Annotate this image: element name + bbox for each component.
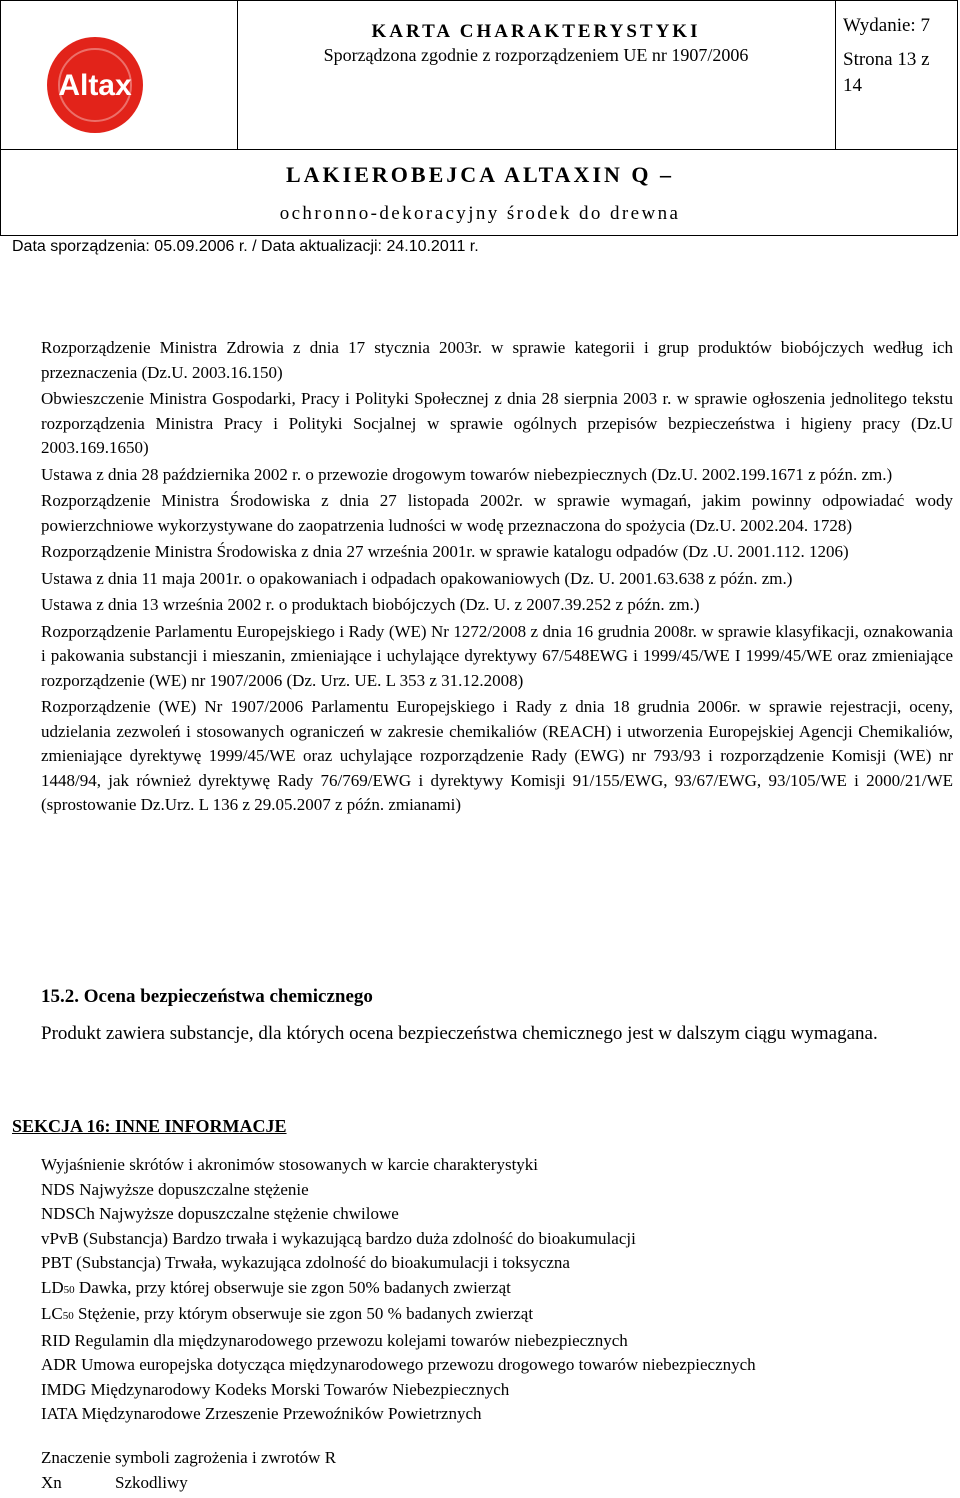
ld50-prefix: LD (41, 1277, 64, 1297)
symbol-text: Szkodliwy (115, 1472, 188, 1492)
header-divider (835, 1, 836, 149)
abbreviation-item: ADR Umowa europejska dotycząca międzynarodowego przewozu drogowego towarów niebezpiecznych (41, 1355, 756, 1374)
abbreviations-list (41, 1153, 953, 1427)
regulation-item: Ustawa z dnia 11 maja 2001r. o opakowaniach i odpadach opakowaniowych (Dz. U. 2001.63.638 z późn. zm.) (41, 568, 793, 588)
regulations-list (41, 336, 953, 820)
altax-logo (41, 35, 149, 135)
product-description: ochronno-dekoracyjny środek do drewna (279, 203, 681, 224)
lc50-text: Stężenie, przy którym obserwuje sie zgon 50 % badanych zwierząt (73, 1304, 534, 1323)
section-15-2-heading: 15.2. Ocena bezpieczeństwa chemicznego (41, 986, 373, 1007)
abbreviation-item: NDS Najwyższe dopuszczalne stężenie (41, 1179, 309, 1199)
regulation-item: Rozporządzenie Ministra Środowiska z dnia 27 listopada 2002r. w sprawie wymagań, jakim powinny odpowiadać wody powierzchniowe wykorzystywane do zaopatrzenia ludności w wodę przeznaczona do spożycia (Dz.U. 2002.204. 1728) (41, 491, 953, 535)
abbreviation-item: IATA Międzynarodowe Zrzeszenie Przewoźników Powietrznych (41, 1404, 482, 1423)
abbreviation-item: IMDG Międzynarodowy Kodeks Morski Towarów Niebezpiecznych (41, 1379, 510, 1399)
section-15-2-text: Produkt zawiera substancje, dla których ocena bezpieczeństwa chemicznego jest w dalszym ciągu wymagana. (41, 1023, 878, 1044)
regulation-item: Rozporządzenie (WE) Nr 1907/2006 Parlamentu Europejskiego i Rady z dnia 18 grudnia 2006r. w sprawie rejestracji, oceny, udzielania zezwoleń i stosowanych ograniczeń w zakresie chemikaliów (REACH) i utworzenia Europejskiej Agencji Chemikaliów, zmieniające dyrektywę 1999/45/WE oraz uchylające rozporządzenie Rady (EWG) nr 793/93 i rozporządzenie Komisji (WE) nr 1448/94, jak również dyrektywę Rady 76/769/EWG i dyrektywy Komisji 91/155/EWG, 93/67/EWG, 93/105/WE i 2000/21/WE (sprostowanie Dz.Urz. L 136 z 29.05.2007 z późn. zmianami) (41, 697, 953, 814)
symbols-heading: Znaczenie symboli zagrożenia i zwrotów R (41, 1448, 337, 1467)
document-dates: Data sporządzenia: 05.09.2006 r. / Data aktualizacji: 24.10.2011 r. (12, 238, 479, 255)
edition-number: Wydanie: 7 (843, 15, 930, 36)
section-16-heading: SEKCJA 16: INNE INFORMACJE (12, 1116, 287, 1136)
abbreviation-item-lc50 (41, 1302, 953, 1329)
regulation-item: Obwieszczenie Ministra Gospodarki, Pracy i Polityki Społecznej z dnia 28 sierpnia 2003 r. w sprawie ogłoszenia jednolitego tekstu rozporządzenia Ministra Pracy i Polityki Socjalnej w sprawie ogólnych przepisów bezpieczeństwa i higieny pracy (Dz.U 2003.169.1650) (41, 389, 953, 457)
abbreviation-item: PBT (Substancja) Trwała, wykazująca zdolność do bioakumulacji i toksyczna (41, 1253, 570, 1272)
lc50-prefix: LC (41, 1304, 63, 1323)
card-title: KARTA CHARAKTERYSTYKI (371, 21, 701, 42)
abbreviation-item-ld50 (41, 1276, 953, 1303)
abbreviations-intro: Wyjaśnienie skrótów i akronimów stosowanych w karcie charakterystyki (41, 1155, 539, 1174)
ld50-text: Dawka, przy której obserwuje sie zgon 50% badanych zwierząt (74, 1277, 511, 1297)
symbol-item (41, 1471, 336, 1496)
document-header (0, 0, 958, 236)
header-divider (1, 149, 957, 150)
hazard-symbols (41, 1446, 336, 1495)
abbreviation-item: RID Regulamin dla międzynarodowego przewozu kolejami towarów niebezpiecznych (41, 1330, 628, 1350)
abbreviation-item: NDSCh Najwyższe dopuszczalne stężenie chwilowe (41, 1204, 399, 1223)
page-number: Strona 13 z 14 (843, 49, 930, 96)
regulation-item: Rozporządzenie Ministra Środowiska z dnia 27 września 2001r. w sprawie katalogu odpadów (Dz .U. 2001.112. 1206) (41, 542, 849, 561)
lc50-subscript: 50 (62, 1310, 74, 1322)
regulation-item: Rozporządzenie Ministra Zdrowia z dnia 17 stycznia 2003r. w sprawie kategorii i grup produktów biobójczych według ich przeznaczenia (Dz.U. 2003.16.150) (41, 338, 953, 382)
regulation-item: Ustawa z dnia 13 września 2002 r. o produktach biobójczych (Dz. U. z 2007.39.252 z późn. zm.) (41, 595, 700, 614)
regulation-item: Rozporządzenie Parlamentu Europejskiego i Rady (WE) Nr 1272/2008 z dnia 16 grudnia 2008r. w sprawie klasyfikacji, oznakowania i pakowania substancji i mieszanin, zmieniające i uchylające dyrektywy 67/548EWG i 1999/45/WE I 1999/45/WE oraz zmieniające rozporządzenie (WE) nr 1907/2006 (Dz. Urz. UE. L 353 z 31.12.2008) (41, 621, 953, 690)
abbreviation-item: vPvB (Substancja) Bardzo trwała i wykazującą bardzo duża zdolność do bioakumulacji (41, 1228, 636, 1248)
card-subtitle: Sporządzona zgodnie z rozporządzeniem UE nr 1907/2006 (323, 45, 749, 65)
symbol-code: Xn (41, 1472, 62, 1492)
regulation-item: Ustawa z dnia 28 października 2002 r. o przewozie drogowym towarów niebezpiecznych (Dz.U. 2002.199.1671 z późn. zm.) (41, 464, 893, 484)
logo-text: Altax (58, 69, 132, 102)
ld50-subscript: 50 (63, 1283, 75, 1296)
product-name: LAKIEROBEJCA ALTAXIN Q – (285, 162, 675, 187)
